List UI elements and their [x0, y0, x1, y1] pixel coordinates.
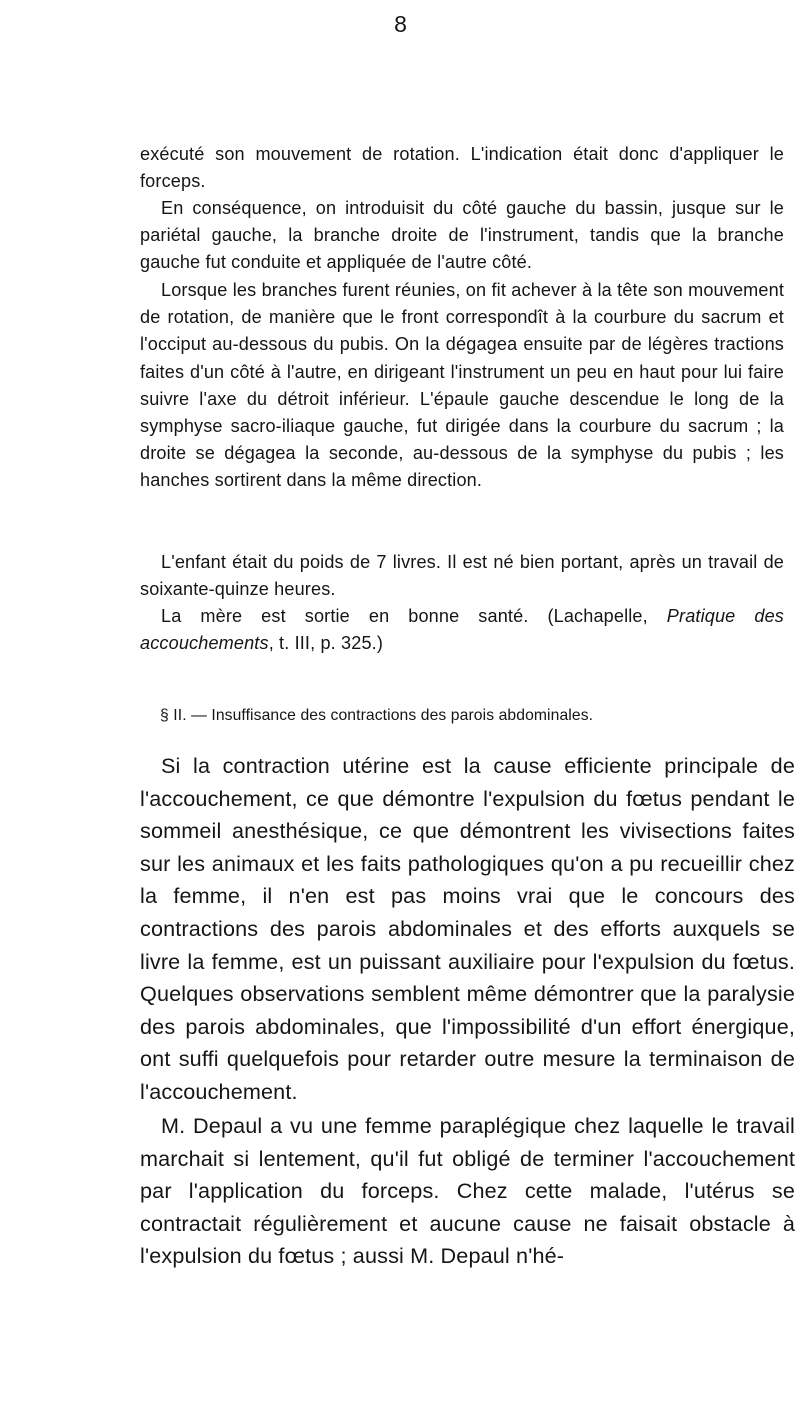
citation-suffix: , t. III, p. 325.) — [268, 633, 384, 654]
page-number: 8 — [394, 11, 407, 37]
section-heading — [160, 705, 780, 727]
section-number: § II. — — [160, 707, 207, 724]
paragraph-rotation: exécuté son mouvement de rotation. L'indication était donc d'appliquer le forceps. — [140, 144, 784, 192]
section-title: Insuffisance des contractions des parois abdominales. — [211, 707, 594, 724]
paragraph-delivery: Lorsque les branches furent réunies, on fit achever à la tête son mouvement de rotation, de manière que le front correspondît à la courbure du sacrum et l'occiput au-dessous du pubis. On la dégagea ensuite par de légères tractions faites d'un côté à l'autre, en dirigeant l'instrument un peu en haut pour lui faire suivre l'axe du détroit inférieur. L'épaule gauche descendue le long de la symphyse sacro-iliaque gauche, fut dirigée dans la courbure du sacrum ; la droite se dégagea la seconde, au-dessous de la symphyse du pubis ; les hanches sortirent dans la même direction. — [140, 280, 784, 491]
paragraph-citation — [140, 603, 784, 657]
paragraph-uterine-contraction: Si la contraction utérine est la cause efficiente principale de l'accouchement, ce que démontre l'expulsion du fœtus pendant le sommeil anesthésique, ce que démontrent les vivisections faites sur les animaux et les faits pathologiques qu'on a pu recueillir chez la femme, il n'en est pas moins vrai que le concours des contractions des parois abdominales et des efforts auxquels se livre la femme, est un puissant auxiliaire pour l'expulsion du fœtus. Quelques observations semblent même démontrer que la paralysie des parois abdominales, que l'impossibilité d'un effort énergique, ont suffi quelquefois pour retarder outre mesure la terminaison de l'accouchement. — [140, 753, 795, 1104]
paragraph-depaul-observation: M. Depaul a vu une femme paraplégique chez laquelle le travail marchait si lentement, qu'il fut obligé de terminer l'accouchement par l'application du forceps. Chez cette malade, l'utérus se contractait régulièrement et aucune cause ne faisait obstacle à l'expulsion du fœtus ; aussi M. Depaul n'hé- — [140, 1113, 795, 1269]
citation-prefix: La mère est sortie en bonne santé. (Lachapelle, — [161, 606, 667, 626]
paragraph-forceps-application: En conséquence, on introduisit du côté gauche du bassin, jusque sur le pariétal gauche, la branche droite de l'instrument, tandis que la branche gauche fut conduite et appliquée de l'autre côté. — [140, 198, 784, 273]
paragraph-child-weight: L'enfant était du poids de 7 livres. Il est né bien portant, après un travail de soixante-quinze heures. — [140, 552, 784, 600]
citation-title: Pratique des accouchements — [140, 606, 784, 654]
